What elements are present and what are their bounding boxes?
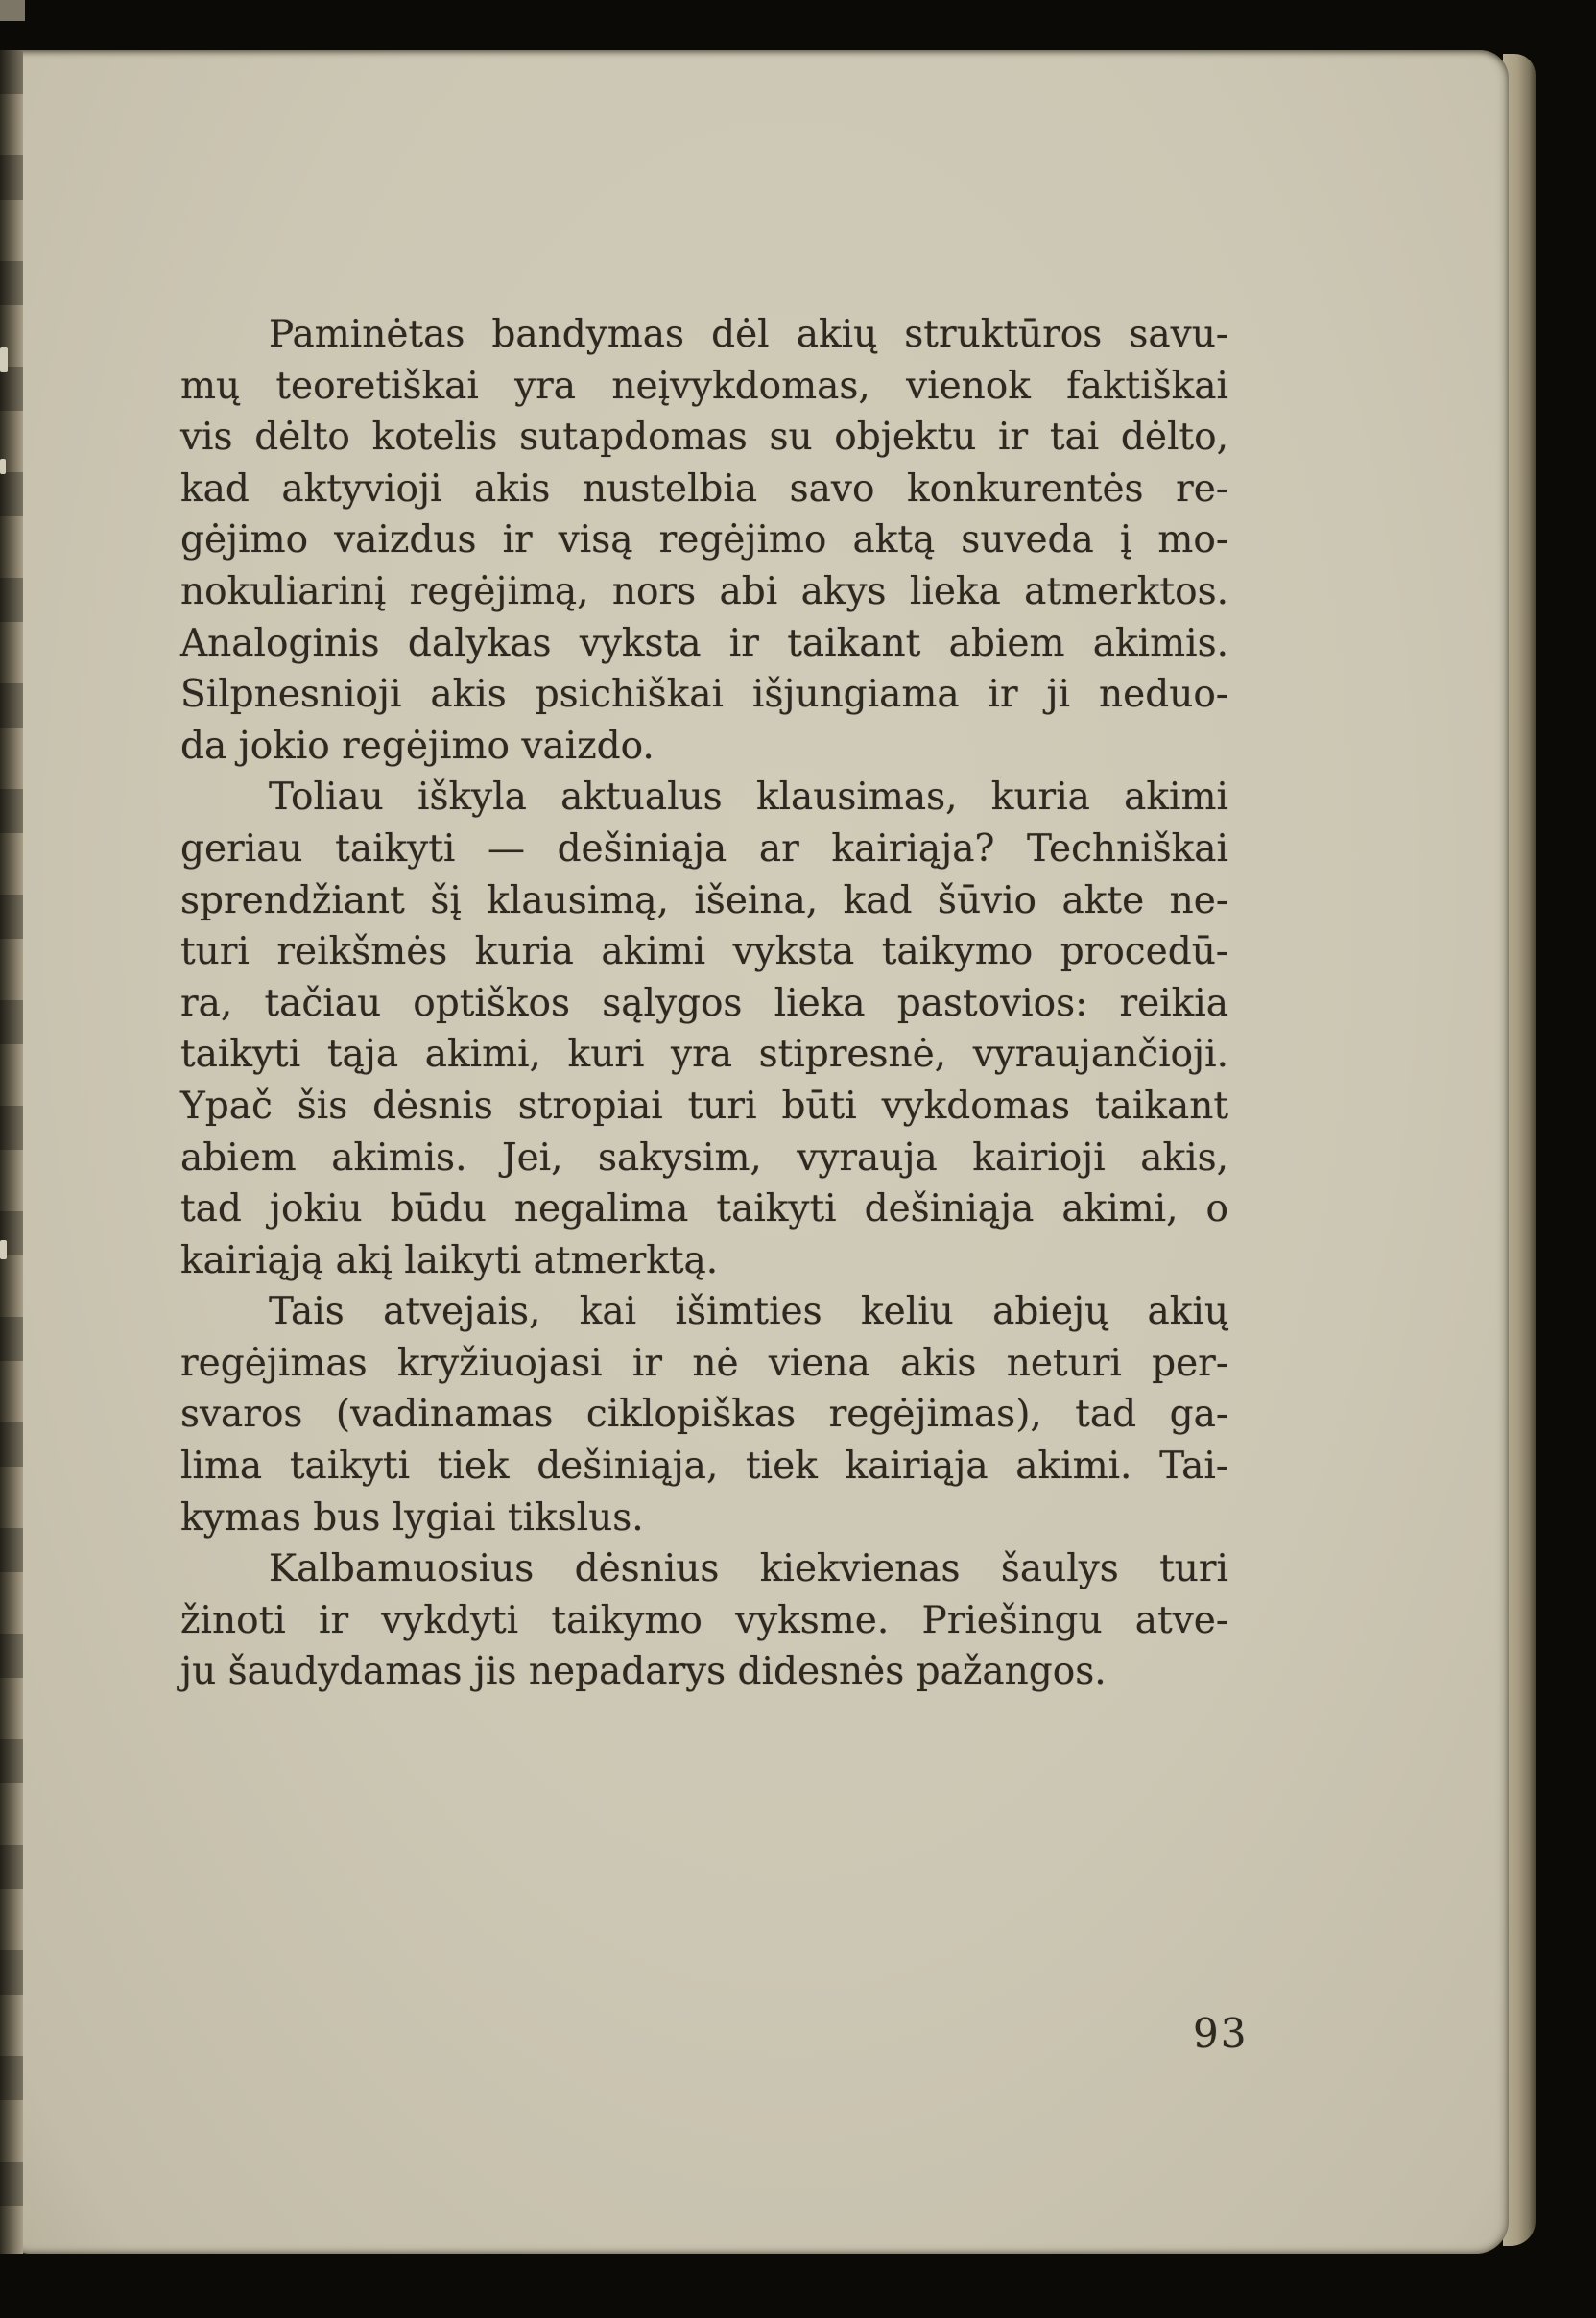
text-line: lima taikyti tiek dešiniąja, tiek kairiąja akimi. Tai- xyxy=(180,1445,1228,1489)
text-line: sprendžiant šį klausimą, išeina, kad šūvio akte ne- xyxy=(180,878,1228,922)
text-line: Kalbamuosius dėsnius kiekvienas šaulys turi xyxy=(269,1547,1228,1591)
text-line: ju šaudydamas jis nepadarys didesnės pažangos. xyxy=(180,1650,1107,1694)
text-line: kad aktyvioji akis nustelbia savo konkurentės re- xyxy=(180,466,1228,511)
text-line: vis dėlto kotelis sutapdomas su objektu ir tai dėlto, xyxy=(180,416,1228,460)
scan-artifact-speck xyxy=(0,459,6,474)
text-line: geriau taikyti — dešiniąja ar kairiąja? Techniškai xyxy=(180,826,1228,871)
text-line: Tais atvejais, kai išimties keliu abiejų akių xyxy=(269,1290,1228,1334)
text-line: kymas bus lygiai tikslus. xyxy=(180,1495,644,1540)
page-number: 93 xyxy=(1193,2010,1249,2057)
text-line: nokuliarinį regėjimą, nors abi akys lieka atmerktos. xyxy=(180,569,1228,613)
scan-artifact-speck xyxy=(0,347,8,372)
text-line: turi reikšmės kuria akimi vyksta taikymo procedū- xyxy=(180,930,1228,974)
text-line: abiem akimis. Jei, sakysim, vyrauja kairioji akis, xyxy=(180,1135,1228,1180)
text-line: ra, tačiau optiškos sąlygos lieka pastovios: reikia xyxy=(180,981,1228,1025)
text-line: tad jokiu būdu negalima taikyti dešiniąja akimi, o xyxy=(180,1187,1228,1231)
text-line: da jokio regėjimo vaizdo. xyxy=(180,724,655,768)
text-line: Toliau iškyla aktualus klausimas, kuria akimi xyxy=(269,776,1228,820)
text-line: svaros (vadinamas ciklopiškas regėjimas), tad ga- xyxy=(180,1393,1228,1437)
text-line: Silpnesnioji akis psichiškai išjungiama ir ji neduo- xyxy=(180,673,1228,717)
text-line: žinoti ir vykdyti taikymo vyksme. Priešingu atve- xyxy=(180,1598,1228,1642)
text-line: Analoginis dalykas vyksta ir taikant abiem akimis. xyxy=(180,621,1228,665)
binding-gutter xyxy=(0,50,23,2254)
text-line: kairiąją akį laikyti atmerktą. xyxy=(180,1238,719,1282)
text-line: taikyti tąja akimi, kuri yra stipresnė, vyraujančioji. xyxy=(180,1033,1228,1077)
text-line: gėjimo vaizdus ir visą regėjimo aktą suveda į mo- xyxy=(180,518,1228,562)
text-line: regėjimas kryžiuojasi ir nė viena akis neturi per- xyxy=(180,1341,1228,1385)
text-line: mų teoretiškai yra neįvykdomas, vienok faktiškai xyxy=(180,364,1228,408)
book-page xyxy=(8,50,1509,2254)
scan-artifact-speck xyxy=(0,1240,7,1259)
body-text xyxy=(180,309,1228,1698)
text-line: Ypač šis dėsnis stropiai turi būti vykdomas taikant xyxy=(180,1084,1228,1128)
text-line: Paminėtas bandymas dėl akių struktūros savu- xyxy=(269,313,1228,356)
scan-corner-artifact xyxy=(0,0,25,21)
